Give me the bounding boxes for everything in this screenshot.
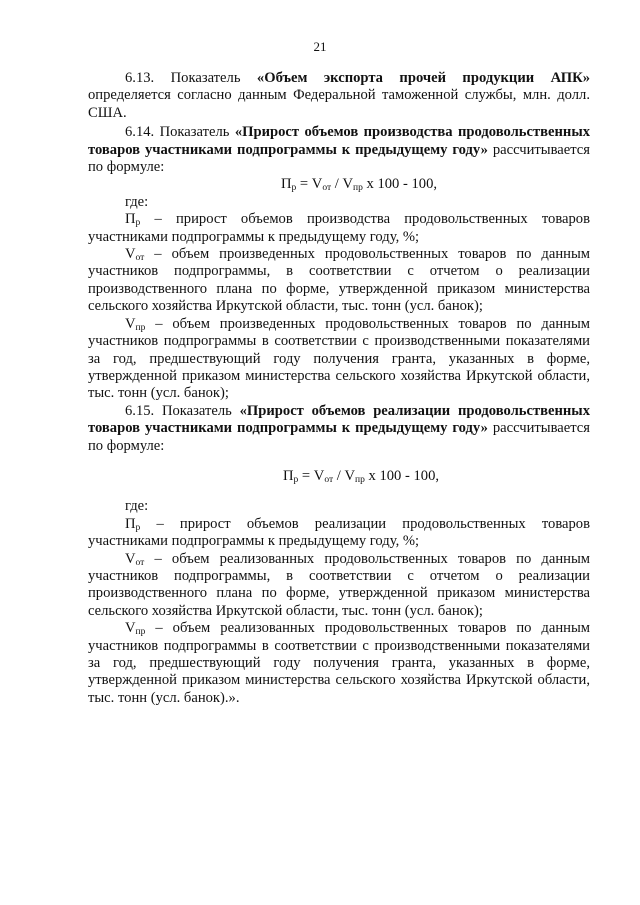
where-label: где: xyxy=(125,498,149,515)
indicator-name: «Объем экспорта прочей продукции АПК» xyxy=(256,70,590,86)
paragraph-6-14: 6.14. Показатель «Прирост объемов производства продовольственных товаров участниками подпрограммы к предыдущему году» рассчитывается по формуле: xyxy=(88,124,591,176)
definition-item: $V_{от}$ – объем произведенных продовольственных товаров по данным участников подпрограммы, в соответствии с отчетом о реализации производственного плана по форме, утвержденной приказом министерства сельского хозяйства Иркутской области, тыс. тонн (усл. банок); xyxy=(88,246,590,315)
section-number: 6.15. xyxy=(125,402,155,419)
indicator-name: «Прирост объемов реализации продовольственных товаров участниками подпрограммы к предыдущему году» xyxy=(88,402,591,437)
paragraph-6-13: 6.13. Показатель «Объем экспорта прочей продукции АПК» определяется согласно данным Федеральной таможенной службы, млн. долл. США. xyxy=(88,70,590,121)
indicator-name: «Прирост объемов производства продовольственных товаров участниками подпрограммы к предыдущему году» xyxy=(88,124,591,158)
document-body xyxy=(88,70,590,707)
formula-6-14: $П_р = V_{от} / V_{пр}$ x 100 - 100, xyxy=(280,176,438,194)
definition-item: $П_р$ – прирост объемов реализации продовольственных товаров участниками подпрограммы к предыдущему году, %; xyxy=(88,515,590,550)
definition-item: $V_{от}$ – объем реализованных продовольственных товаров по данным участников подпрограммы, в соответствии с отчетом о реализации производственного плана по форме, утвержденной приказом министерства сельского хозяйства Иркутской области, тыс. тонн (усл. банок); xyxy=(88,550,590,619)
definition-item: $П_р$ – прирост объемов производства продовольственных товаров участниками подпрограммы к предыдущему году, %; xyxy=(88,211,590,245)
paragraph-6-15: 6.15. Показатель «Прирост объемов реализации продовольственных товаров участниками подпрограммы к предыдущему году» рассчитывается по формуле: xyxy=(88,402,591,454)
formula-6-15: $П_р = V_{от} / V_{пр}$ x 100 - 100, xyxy=(282,467,440,485)
definition-item: $V_{пр}$ – объем реализованных продовольственных товаров по данным участников подпрограммы в соответствии с производственными показателями за год, предшествующий году получения гранта, указанных в форме, утвержденной приказом министерства сельского хозяйства Иркутской области, тыс. тонн (усл. банок).». xyxy=(88,620,590,706)
page-number: 21 xyxy=(313,39,327,54)
definition-item: $V_{пр}$ – объем произведенных продовольственных товаров по данным участников подпрограммы в соответствии с производственными показателями за год, предшествующий году получения гранта, указанных в форме, утвержденной приказом министерства сельского хозяйства Иркутской области, тыс. тонн (усл. банок); xyxy=(88,315,590,402)
section-number: 6.14. xyxy=(125,124,155,141)
where-label: где: xyxy=(125,193,149,210)
section-number: 6.13. xyxy=(125,70,155,86)
